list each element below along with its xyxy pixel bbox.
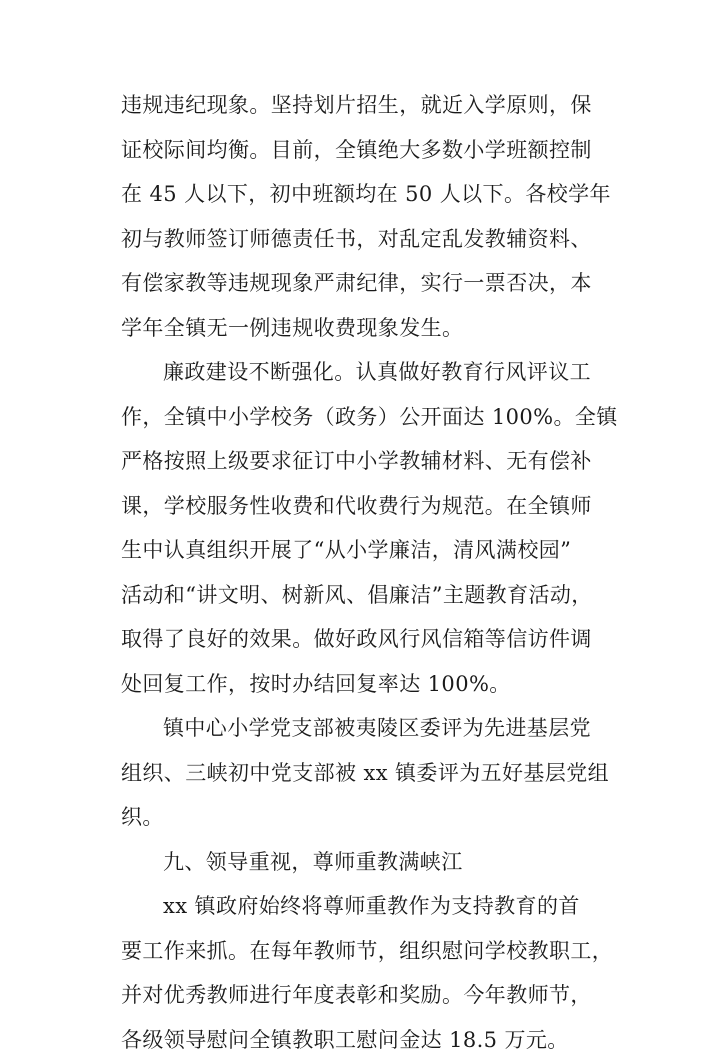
text-line: 作，全镇中小学校务（政务）公开面达 100%。全镇 bbox=[121, 395, 605, 440]
paragraph-party-branch bbox=[121, 706, 605, 840]
text-line: xx 镇政府始终将尊师重教作为支持教育的首 bbox=[121, 884, 605, 929]
text-line: 生中认真组织开展了“从小学廉洁，清风满校园” bbox=[121, 528, 605, 573]
text-line: 违规违纪现象。坚持划片招生，就近入学原则，保 bbox=[121, 83, 605, 128]
text-line: 证校际间均衡。目前，全镇绝大多数小学班额控制 bbox=[121, 128, 605, 173]
paragraph-teachers-day bbox=[121, 884, 605, 1062]
text-line: 镇中心小学党支部被夷陵区委评为先进基层党 bbox=[121, 706, 605, 751]
text-line: 各级领导慰问全镇教职工慰问金达 18.5 万元。 bbox=[121, 1018, 605, 1062]
text-line: 廉政建设不断强化。认真做好教育行风评议工 bbox=[121, 350, 605, 395]
section-heading bbox=[121, 840, 605, 885]
text-line: 组织、三峡初中党支部被 xx 镇委评为五好基层党组 bbox=[121, 751, 605, 796]
text-line: 有偿家教等违规现象严肃纪律，实行一票否决，本 bbox=[121, 261, 605, 306]
text-line: 课，学校服务性收费和代收费行为规范。在全镇师 bbox=[121, 484, 605, 529]
text-line: 并对优秀教师进行年度表彰和奖励。今年教师节， bbox=[121, 973, 605, 1018]
text-line: 活动和“讲文明、树新风、倡廉洁”主题教育活动， bbox=[121, 573, 605, 618]
paragraph-discipline bbox=[121, 83, 605, 350]
text-line: 织。 bbox=[121, 795, 605, 840]
section-heading-text: 九、领导重视，尊师重教满峡江 bbox=[121, 840, 605, 885]
document-body bbox=[121, 83, 605, 1062]
text-line: 要工作来抓。在每年教师节，组织慰问学校教职工， bbox=[121, 929, 605, 974]
text-line: 在 45 人以下，初中班额均在 50 人以下。各校学年 bbox=[121, 172, 605, 217]
text-line: 处回复工作，按时办结回复率达 100%。 bbox=[121, 662, 605, 707]
text-line: 取得了良好的效果。做好政风行风信箱等信访件调 bbox=[121, 617, 605, 662]
paragraph-integrity bbox=[121, 350, 605, 706]
text-line: 严格按照上级要求征订中小学教辅材料、无有偿补 bbox=[121, 439, 605, 484]
text-line: 学年全镇无一例违规收费现象发生。 bbox=[121, 306, 605, 351]
text-line: 初与教师签订师德责任书，对乱定乱发教辅资料、 bbox=[121, 217, 605, 262]
